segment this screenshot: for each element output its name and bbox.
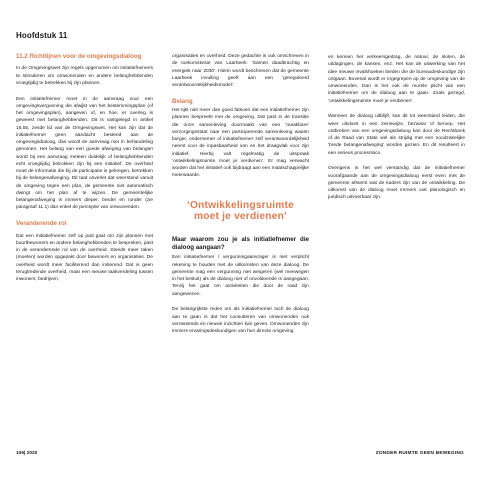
pull-quote-line: moet je verdienen’ <box>193 210 288 222</box>
text-column-3 <box>328 54 465 210</box>
section-heading: Belang <box>172 97 193 105</box>
paragraph: In de Omgevingswet zijn regels opgenomen om initiatiefnemers te stimuleren om omwonenden en andere belanghebbenden vroegtijdig te betrekken bij zijn plannen. <box>16 66 153 86</box>
running-footer: ZONDER RUIMTE GEEN BEWEGING <box>375 451 464 456</box>
text-column-1 <box>16 53 153 292</box>
section-heading: 11.2 Richtlijnen voor de omgevingsdialoog <box>16 53 142 60</box>
chapter-title: Hoofdstuk 11 <box>16 31 68 40</box>
paragraph: Overigens is het wel verstandig dat de initiatiefnemer voorafgaande aan de omgevingsdialoog eerst even met de gemeente afstemt wat de kaders zijn van de ontwikkeling. De uitkomst van de dialoog moet immers ook planologisch en juridisch uitvoerbaar zijn. <box>328 166 465 201</box>
paragraph: Een initiatiefnemer / vergunningaanvrager is niet verplicht rekening te houden met de uitkomsten van deze dialoog. De gemeente mag een vergunning niet weigeren (wel meewegen in het besluit) als de dialoog niet of onvoldoende is aangegaan. Tenzij het gaat om activiteiten die door de raad zijn aangewezen. <box>172 255 309 297</box>
paragraph: De belangrijkste reden om als initiatiefnemer toch de dialoog aan te gaan is dat het consulteren van omwonenden ook verrassende en nieuwe inzichten kan geven. Omwonenden zijn immers ervaringsdeskundigen van hun directe omgeving <box>172 307 309 335</box>
pull-quote-line: ‘Ontwikkelingsruimte <box>186 199 295 211</box>
section-heading: Veranderende rol <box>16 220 67 228</box>
section-heading: Maar waarom zou je als initiatiefnemer die dialoog aangaan? <box>172 235 309 252</box>
paragraph: Het tijkt niet meer dan goed fatsoen dat een initiatiefnemer zijn plannen bespreekt met de omgeving. Dat past in de transitie die onze samenleving doormaakt van een ‘maakbare’ verzorgingsstaat naar een participerende samenleving waarin burger, ondernemer of initiatiefnemer zelf verantwoordelijkheid neemt voor de inpasbaarheid van en het draagvlak voor zijn initiatief. Hierbij valt regelmatig de uitspraak ‘ontwikkelingsruimte moet je verdienen’. Er mag verwacht worden dat het initiatief ook bijdraagt aan een maatschappelijke meerwaarde. <box>172 108 309 179</box>
paragraph: organisaties en overheid. Deze gedachte is ook omschreven in de toekomstvisie van Laarbeek: ‘Samen daadkrachtig en energiek naar 2030’. Hierin wordt beschreven dat de gemeente Laarbeek invulling geeft aan een ‘gereguleerd verantwoordelijkheidsmodel’. <box>172 54 309 88</box>
pull-quote <box>172 200 309 222</box>
page-number: 106| 2020 <box>16 451 38 456</box>
paragraph: Dat een initiatiefnemer zelf op pad gaat om zijn plannen met buurtbewoners en andere belanghebbenden te bespreken, past in de veranderende rol van de overheid. Steeds meer taken (moeten) worden opgepakt door bewoners en organisaties. De overheid wordt meer faciliterend dan initierend. Dat is geen terugtredende overheid, maar een nieuwe taakverdeling tussen inwoners, bedrijven, <box>16 233 153 283</box>
text-column-2 <box>172 53 309 344</box>
paragraph: Een initiatiefnemer moet in de aanvraag voor een omgevingsvergunning die afwijkt van het bestemmingsplan (of het omgevingsplan), aangeven of, en hoe, er overleg is geweest met belanghebbenden. Dit is vastgelegd in artikel 16.55, zesde lid van de Omgevingswet. Het kan zijn dat de initiatiefnemer geen aandacht besteed aan de omgevingsdialoog, dan wordt de aanvraag niet in behandeling genomen. Het belang van een goede afweging van belangen wordt bij een aanvraag meteen duidelijk of belanghebbenden echt vroegtijdig betrokken zijn bij een initiatief. De overheid moet de informatie die bij de participatie is gekregen, betrekken bij de belangenafweging. Dit taat onverlet dat weerstand vanuit de omgeving tegen een plan, de gemeente niet automatisch dwingt om het plan af te wijzen. De gemeentelijke belangenafweging is immers dieper, breder en ronder (zie paragraaf 11.1) dan enkel de perceptie van omwonenden. <box>16 96 153 211</box>
paragraph: en kennen het verkeersgedrag, de natuur, de sloten, de uitdagingen, de kansen, enz. Het kan de uitwerking van het idee nieuwe invalshoeken bieden die de bureaudeskundige zijn ontgaan. Bovenal wordt er ingegrepen op de omgeving van de omwonenden. Dan is het ook de morele plicht van een initiatiefnemer om de dialoog aan te gaan. Zoals gezegd, ‘ontwikkelingsruimte moet je verdienen’. <box>328 55 465 104</box>
paragraph: Wanneer de dialoog uitblijft, kan dit tot weerstand leiden, die weer uitvloeit in een zienswijze, bezwaar of beroep. Het ontbreken van een omgevingsdialoog kan door de Rechtbank of de Raad van State wel als strijdig met een noodzakelijke ‘brede belangenafweging’ worden gezien. En dit resulteert in een serieus procesrisico. <box>328 114 465 156</box>
